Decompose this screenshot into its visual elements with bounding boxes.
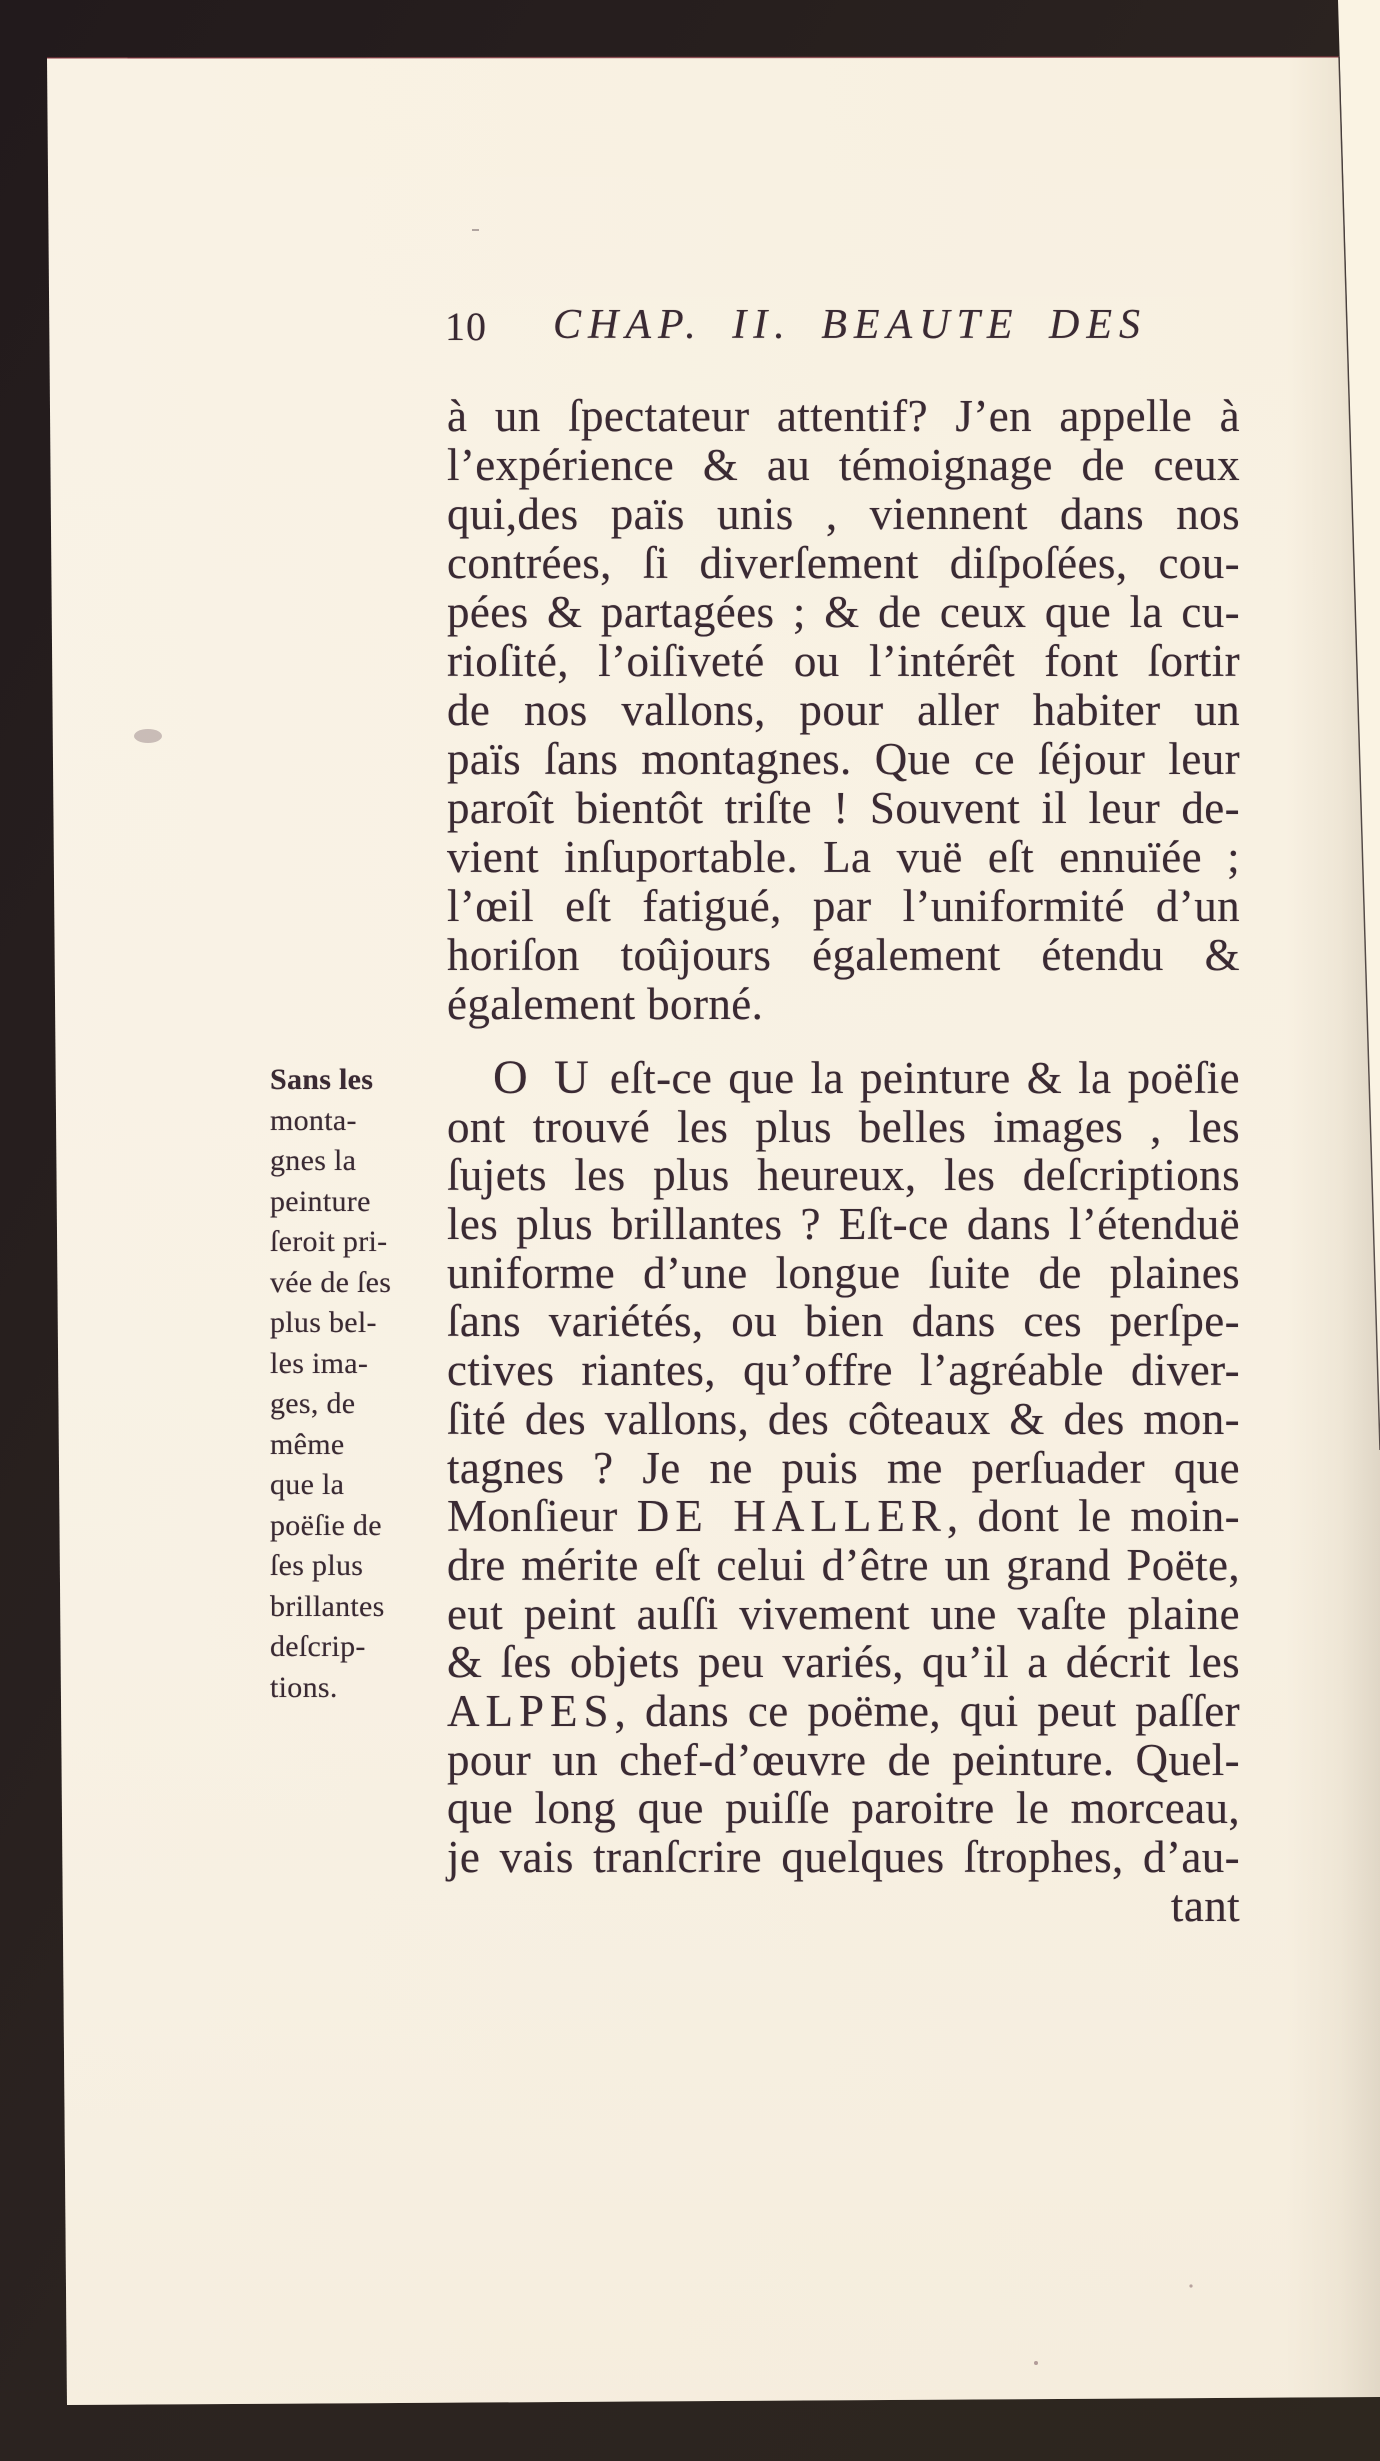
margin-note-line: brillantes [270, 1589, 385, 1623]
text-line [447, 1687, 1240, 1736]
margin-note-line: même [270, 1427, 345, 1461]
paragraph-1 [447, 392, 1240, 1029]
text-line: l’expérience & au témoignage de ceux [447, 440, 1240, 490]
ink-smudge [134, 729, 162, 743]
text-line: pées & partagées ; & de ceux que la cu- [447, 587, 1240, 637]
text-line: paroît bientôt triſte ! Souvent il leur de- [447, 783, 1240, 833]
margin-note-line: vée de ſes [270, 1265, 392, 1299]
margin-note-line: Sans les [270, 1063, 374, 1096]
text-line: également borné. [447, 979, 764, 1029]
text-line: l’œil eſt fatigué, par l’uniformité d’un [447, 881, 1240, 931]
margin-note-line: deſcrip- [270, 1630, 366, 1663]
margin-note-line: plus bel- [270, 1306, 377, 1339]
text-line: que long que puiſſe paroitre le morceau, [447, 1783, 1240, 1834]
text-line: ſans variétés, ou bien dans ces perſpe- [447, 1296, 1240, 1347]
text-line: tagnes ? Je ne puis me perſuader que [447, 1442, 1240, 1493]
page-number: 10 [445, 304, 487, 349]
page-top-edge [47, 57, 1339, 58]
author-name: DE HALLER [636, 1491, 947, 1542]
text-line: & ſes objets peu variés, qu’il a décrit les [447, 1637, 1240, 1688]
margin-note [270, 1060, 440, 1708]
text-line: de nos vallons, pour aller habiter un [447, 685, 1240, 735]
poem-title: ALPES [447, 1685, 615, 1736]
text-line: à un ſpectateur attentif? J’en appelle à [447, 391, 1240, 441]
text-line: ſité des vallons, des côteaux & des mon- [447, 1393, 1240, 1444]
text-line: ont trouvé les plus belles images , les [447, 1101, 1240, 1152]
text-line [447, 1051, 1240, 1104]
catchword: tant [1170, 1880, 1240, 1931]
text-line: pour un chef-d’œuvre de peinture. Quel- [447, 1734, 1240, 1785]
ink-speck [472, 229, 479, 231]
text-line: uniforme d’une longue ſuite de plaines [447, 1247, 1240, 1298]
text-line: ſujets les plus heureux, les deſcriptions [447, 1150, 1240, 1201]
text-segment: , dans ce poëme, qui peut paſſer [614, 1685, 1240, 1736]
text-line: vient inſuportable. La vuë eſt ennuïée ; [447, 832, 1240, 882]
ink-speck [1189, 2284, 1192, 2287]
running-title: CHAP. II. BEAUTE DES [553, 302, 1148, 348]
initial-capitals: O U [493, 1051, 594, 1104]
text-line: horiſon toûjours également étendu & [447, 930, 1240, 980]
margin-note-line: que la [270, 1468, 345, 1501]
margin-note-line: gnes la [270, 1144, 357, 1177]
margin-note-line: tions. [270, 1670, 338, 1704]
text-segment: Monſieur [447, 1491, 637, 1542]
margin-note-line: ges, de [270, 1387, 356, 1420]
margin-note-line: ſeroit pri- [270, 1225, 388, 1258]
text-line [447, 1492, 1240, 1541]
margin-note-line: les ima- [270, 1346, 369, 1380]
text-line: ctives riantes, qu’offre l’agréable diver- [447, 1345, 1240, 1396]
text-line: païs ſans montagnes. Que ce ſéjour leur [447, 734, 1240, 784]
text-segment: , dont le moin- [946, 1491, 1241, 1542]
text-line: les plus brillantes ? Eſt-ce dans l’étenduë [447, 1199, 1240, 1250]
text-line: je vais tranſcrire quelques ſtrophes, d’au- [447, 1832, 1240, 1882]
margin-note-line: monta- [270, 1103, 357, 1137]
paragraph-2 [447, 1051, 1241, 1931]
text-line: eut peint auſſi vivement une vaſte plaine [447, 1588, 1240, 1639]
text-line: qui,des païs unis , viennent dans nos [447, 489, 1240, 539]
text-line: dre mérite eſt celui d’être un grand Poëte, [447, 1539, 1240, 1590]
margin-note-line: peinture [270, 1184, 371, 1218]
ink-speck [1034, 2361, 1038, 2365]
text-line: rioſité, l’oiſiveté ou l’intérêt font ſortir [447, 636, 1240, 686]
text-segment: eſt-ce que la peinture & la poëſie [593, 1053, 1240, 1103]
margin-note-line: poëſie de [270, 1508, 382, 1542]
margin-note-line: ſes plus [270, 1549, 364, 1582]
text-line: contrées, ſi diverſement diſpoſées, cou- [447, 538, 1240, 588]
